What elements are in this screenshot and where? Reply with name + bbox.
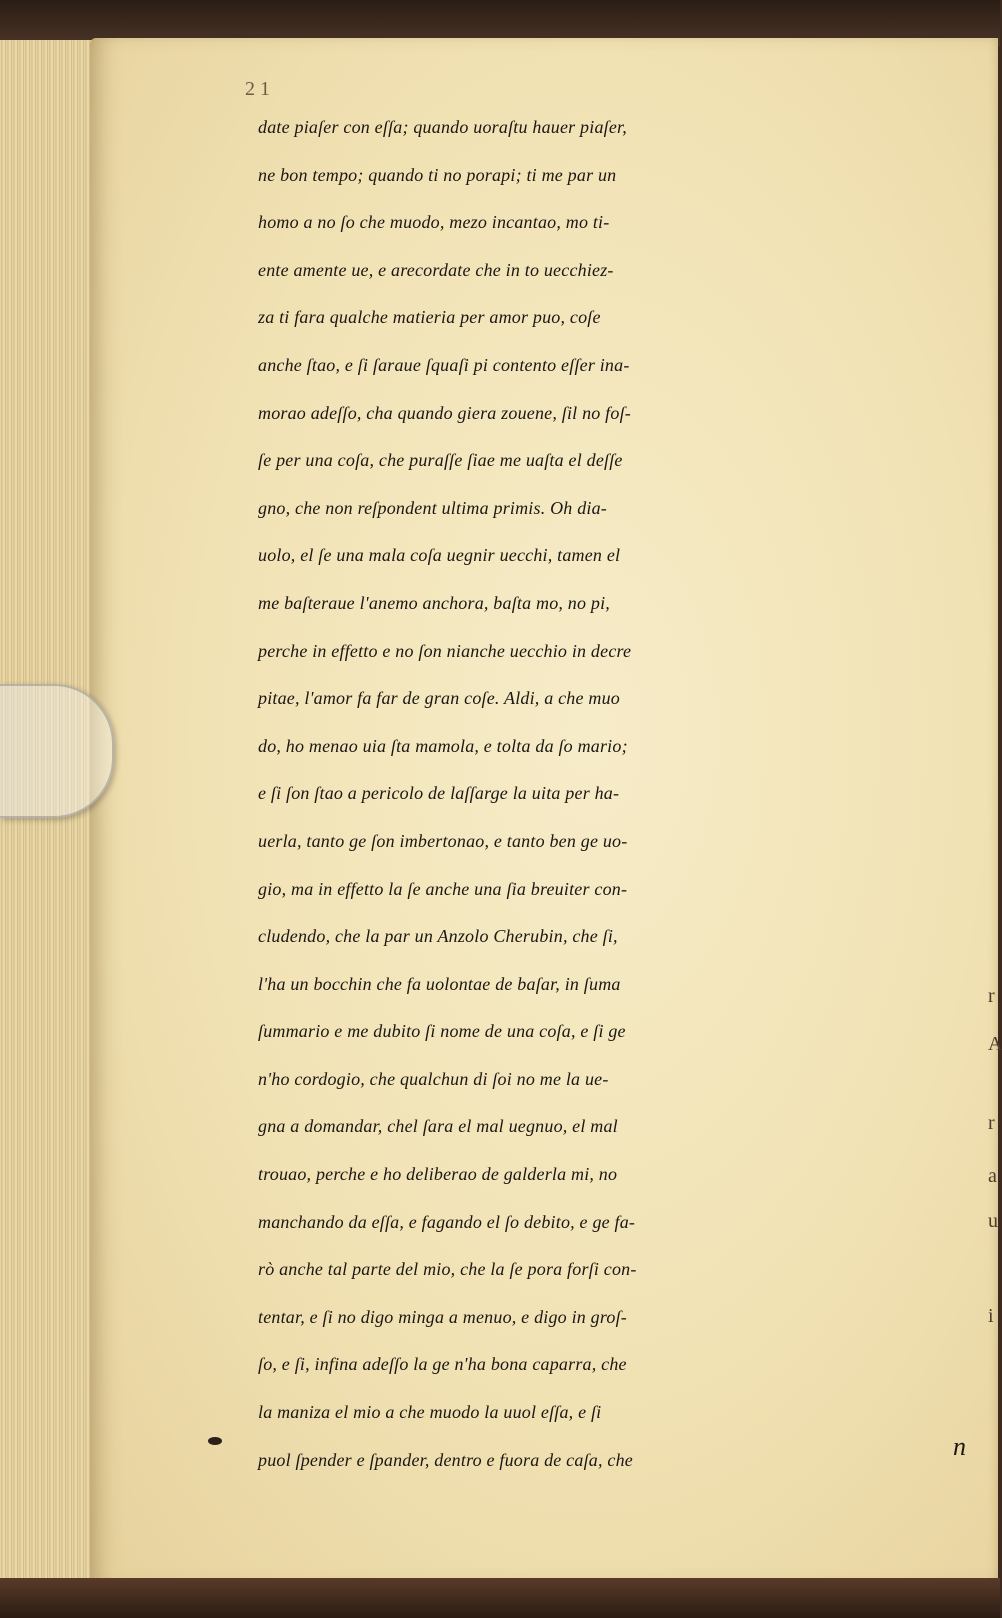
text-line: ente amente ue, e arecordate che in to uecchiez- xyxy=(258,259,614,280)
text-line: morao adeſſo, cha quando giera zouene, ſil no foſ- xyxy=(258,402,631,423)
bleed-through-mark: r xyxy=(988,985,995,1007)
text-line: ſo, e ſi, infina adeſſo la ge n'ha bona caparra, che xyxy=(258,1354,627,1375)
text-line: la maniza el mio a che muodo la uuol eſſa, e ſi xyxy=(258,1402,602,1423)
text-line: date piaſer con eſſa; quando uoraſtu hauer piaſer, xyxy=(258,117,627,137)
text-line: l'ha un bocchin che fa uolontae de baſar, in ſuma xyxy=(258,973,621,994)
text-line: n'ho cordogio, che qualchun di ſoi no me la ue- xyxy=(258,1068,609,1089)
text-line: rò anche tal parte del mio, che la ſe pora forſi con- xyxy=(258,1259,637,1280)
ornament-mark xyxy=(208,1437,222,1445)
bleed-through-mark: r xyxy=(988,1112,995,1134)
text-line: anche ſtao, e ſi ſaraue ſquaſi pi contento eſſer ina- xyxy=(258,354,630,375)
text-line: za ti fara qualche matieria per amor puo, coſe xyxy=(258,307,601,328)
text-line: gna a domandar, chel ſara el mal uegnuo, el mal xyxy=(258,1116,618,1137)
text-line: perche in effetto e no ſon nianche uecchio in decre xyxy=(258,640,632,661)
bleed-through-mark: u xyxy=(988,1210,998,1232)
text-line: ne bon tempo; quando ti no porapi; ti me par un xyxy=(258,164,617,185)
text-line: manchando da eſſa, e fagando el ſo debito, e ge fa- xyxy=(258,1211,636,1232)
text-line: cludendo, che la par un Anzolo Cherubin, che ſi, xyxy=(258,926,618,947)
text-line: e ſi ſon ſtao a pericolo de laſſarge la uita per ha- xyxy=(258,783,620,804)
bleed-through-mark: a xyxy=(988,1165,997,1187)
text-line: trouao, perche e ho deliberao de galderla mi, no xyxy=(258,1164,618,1185)
text-line: ſummario e me dubito ſi nome de una coſa, e ſi ge xyxy=(258,1021,626,1042)
bleed-through-mark: i xyxy=(988,1305,994,1327)
bleed-through-mark: A xyxy=(988,1033,1002,1055)
corner-mark: 2 1 xyxy=(245,78,270,100)
text-line: me baſteraue l'anemo anchora, baſta mo, no pi, xyxy=(258,592,611,613)
body-text xyxy=(258,104,1002,1484)
catchword: n xyxy=(953,1432,966,1461)
text-line: gno, che non reſpondent ultima primis. Oh dia- xyxy=(258,497,608,518)
text-line: tentar, e ſi no digo minga a menuo, e digo in groſ- xyxy=(258,1306,628,1327)
text-line: uolo, el ſe una mala coſa uegnir uecchi, tamen el xyxy=(258,545,621,566)
text-line: puol ſpender e ſpander, dentro e fuora de caſa, che xyxy=(258,1449,633,1470)
text-line: ſe per una coſa, che puraſſe ſiae me uaſta el deſſe xyxy=(258,450,623,471)
text-line: pitae, l'amor fa far de gran coſe. Aldi, a che muo xyxy=(258,688,620,709)
text-line: gio, ma in effetto la ſe anche una ſia breuiter con- xyxy=(258,878,628,899)
text-line: homo a no ſo che muodo, mezo incantao, mo ti- xyxy=(258,212,610,233)
page-clip xyxy=(0,684,114,818)
text-line: do, ho menao uia ſta mamola, e tolta da ſo mario; xyxy=(258,735,628,756)
book-bottom-edge xyxy=(0,1578,1000,1618)
text-line: uerla, tanto ge ſon imbertonao, e tanto ben ge uo- xyxy=(258,830,628,851)
